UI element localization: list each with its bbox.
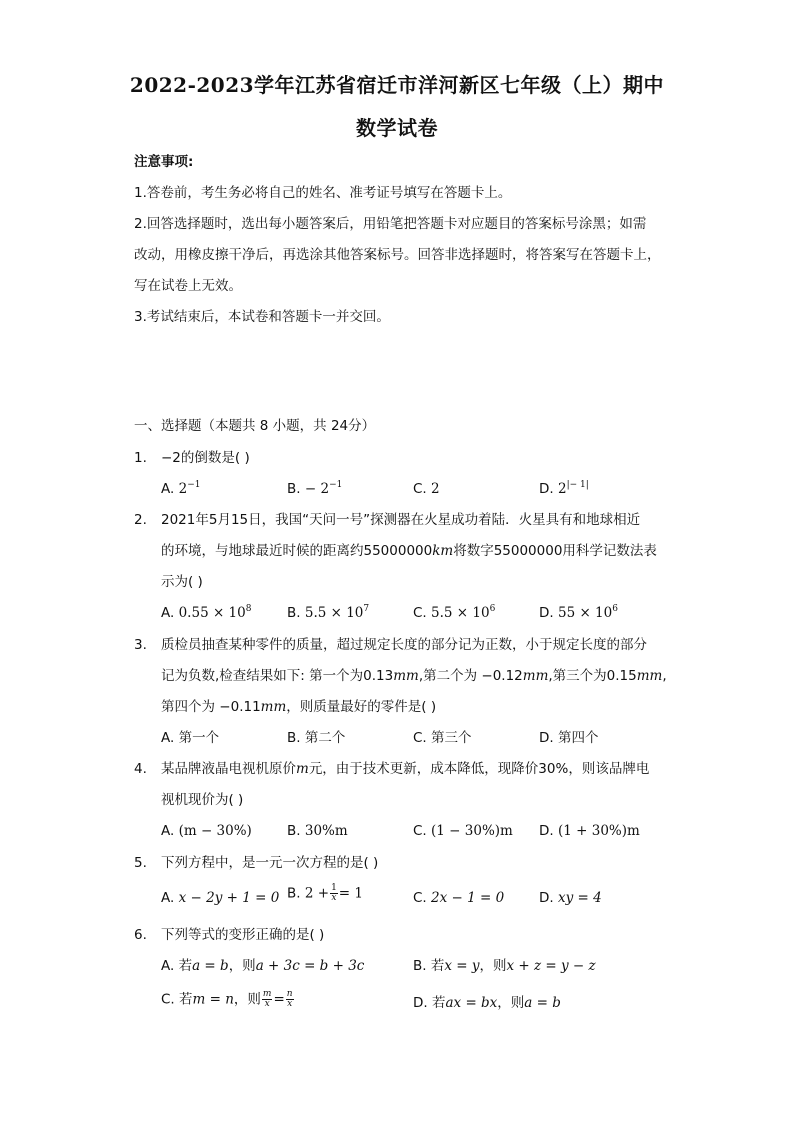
q4-option-d: D. (1 + 30%)m bbox=[539, 823, 640, 839]
question-text-2-line1: 2021年5月15日，我国“天问一号”探测器在火星成功着陆．火星具有和地球相近 bbox=[161, 512, 641, 528]
q2-option-c: C. $5.5 \times 10^6$ bbox=[413, 603, 496, 621]
q2-option-b: B. $5.5 \times 10^7$ bbox=[287, 603, 370, 621]
q1-option-c: C. 2 bbox=[413, 481, 440, 497]
notes-item-2-cont: 改动，用橡皮擦干净后，再选涂其他答案标号。回答非选择题时，将答案写在答题卡上， bbox=[134, 247, 661, 263]
question-text-1: −2的倒数是( ) bbox=[161, 450, 250, 466]
q1-option-d: D. $2^{|- 1|}$ bbox=[539, 479, 589, 497]
question-text-3-line3: 第四个为 −0.11mm，则质量最好的零件是( ) bbox=[161, 699, 437, 715]
question-text-2-line3: 示为( ) bbox=[161, 574, 203, 590]
q5-option-a: A. x − 2y + 1 = 0 bbox=[161, 890, 280, 906]
q6-option-b: B. 若x = y，则x + z = y − z bbox=[413, 958, 596, 974]
question-text-4-line1: 某品牌液晶电视机原价m元，由于技术更新，成本降低，现降价30%，则该品牌电 bbox=[161, 761, 650, 777]
notes-heading: 注意事项: bbox=[134, 154, 194, 170]
q3-option-c: C. 第三个 bbox=[413, 730, 472, 746]
q5-option-b: B. 2 + $\frac{1}{x}$ = 1 bbox=[287, 883, 363, 903]
question-number-4: 4. bbox=[134, 761, 147, 777]
q5-option-c: C. 2x − 1 = 0 bbox=[413, 890, 505, 906]
q1-option-b: B. − $2^{-1}$ bbox=[287, 479, 343, 497]
q3-option-d: D. 第四个 bbox=[539, 730, 599, 746]
section-heading: 一、选择题（本题共 8 小题，共 24分） bbox=[134, 418, 376, 434]
notes-item-2-end: 写在试卷上无效。 bbox=[134, 278, 242, 294]
q6-option-c: C. 若m = n，则 $\frac{m}{x}$ = $\frac{n}{x}$ bbox=[161, 989, 293, 1009]
question-number-3: 3. bbox=[134, 637, 147, 653]
question-number-5: 5. bbox=[134, 855, 147, 871]
q2-option-d: D. $55 \times 10^6$ bbox=[539, 603, 618, 621]
q4-option-b: B. 30%m bbox=[287, 823, 348, 839]
question-text-4-line2: 视机现价为( ) bbox=[161, 792, 244, 808]
question-number-2: 2. bbox=[134, 512, 147, 528]
q4-option-c: C. (1 − 30%)m bbox=[413, 823, 513, 839]
q6-option-a: A. 若a = b，则a + 3c = b + 3c bbox=[161, 958, 365, 974]
notes-item-2: 2.回答选择题时，选出每小题答案后，用铅笔把答题卡对应题目的答案标号涂黑；如需 bbox=[134, 216, 647, 232]
question-text-5: 下列方程中，是一元一次方程的是( ) bbox=[161, 855, 379, 871]
q3-option-a: A. 第一个 bbox=[161, 730, 220, 746]
q3-option-b: B. 第二个 bbox=[287, 730, 346, 746]
q2-option-a: A. $0.55 \times 10^8$ bbox=[161, 603, 252, 621]
exam-title-line1: 2022-2023学年江苏省宿迁市洋河新区七年级（上）期中 bbox=[129, 73, 665, 97]
q5-option-d: D. xy = 4 bbox=[539, 890, 602, 906]
question-text-3-line1: 质检员抽查某种零件的质量，超过规定长度的部分记为正数，小于规定长度的部分 bbox=[161, 637, 647, 653]
exam-title-line2: 数学试卷 bbox=[356, 116, 438, 140]
question-text-3-line2: 记为负数,检查结果如下: 第一个为0.13mm,第二个为 −0.12mm,第三个为0.15mm, bbox=[161, 668, 667, 684]
q6-option-d: D. 若ax = bx，则a = b bbox=[413, 995, 561, 1011]
question-text-6: 下列等式的变形正确的是( ) bbox=[161, 927, 325, 943]
notes-item-3: 3.考试结束后，本试卷和答题卡一并交回。 bbox=[134, 309, 390, 325]
notes-item-1: 1.答卷前，考生务必将自己的姓名、准考证号填写在答题卡上。 bbox=[134, 185, 512, 201]
question-text-2-line2: 的环境，与地球最近时候的距离约55000000km将数字55000000用科学记数法表 bbox=[161, 543, 657, 559]
q4-option-a: A. (m − 30%) bbox=[161, 823, 252, 839]
question-number-1: 1. bbox=[134, 450, 147, 466]
q1-option-a: A. $2^{-1}$ bbox=[161, 479, 201, 497]
question-number-6: 6. bbox=[134, 927, 147, 943]
